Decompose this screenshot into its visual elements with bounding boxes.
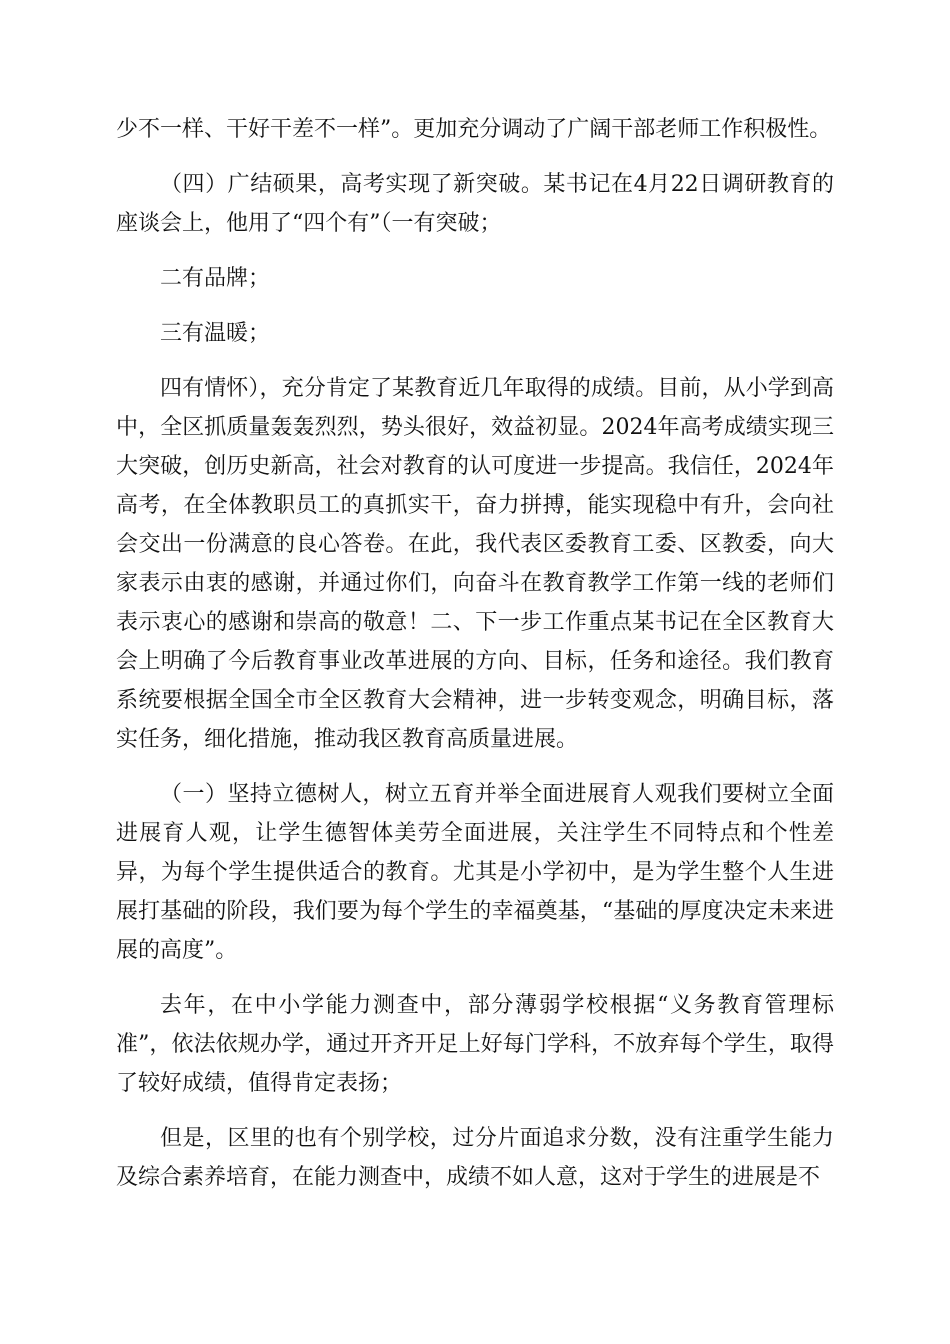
- paragraph-brand: 二有品牌；: [160, 266, 271, 291]
- paragraph-ability-test: 去年，在中小学能力测查中，部分薄弱学校根据“义务教育管理标准”，依法依规办学，通过开齐开足上好每门学科，不放弃每个学生，取得了较好成绩，值得肯定表扬；: [116, 993, 834, 1096]
- document-body: [116, 110, 834, 1213]
- paragraph-warmth: 三有温暖；: [160, 321, 271, 346]
- paragraph-continuation: 少不一样、干好干差不一样”。更加充分调动了广阔干部老师工作积极性。: [116, 117, 832, 142]
- paragraph-gaokao-breakthrough: （四）广结硕果，高考实现了新突破。某书记在4月22日调研教育的座谈会上，他用了“四个有”（一有突破；: [116, 172, 834, 236]
- paragraph-moral-education: （一）坚持立德树人，树立五育并举全面进展育人观我们要树立全面进展育人观，让学生德智体美劳全面进展，关注学生不同特点和个性差异，为每个学生提供适合的教育。尤其是小学初中，是为学生整个人生进展打基础的阶段，我们要为每个学生的幸福奠基，“基础的厚度决定未来进展的高度”。: [116, 782, 834, 963]
- paragraph-achievements: 四有情怀），充分肯定了某教育近几年取得的成绩。目前，从小学到高中，全区抓质量轰轰烈烈，势头很好，效益初显。2024年高考成绩实现三大突破，创历史新高，社会对教育的认可度进一步提高。我信任，2024年高考，在全体教职员工的真抓实干，奋力拼搏，能实现稳中有升，会向社会交出一份满意的良心答卷。在此，我代表区委教育工委、区教委，向大家表示由衷的感谢，并通过你们，向奋斗在教育教学工作第一线的老师们表示衷心的感谢和崇高的敬意！二、下一步工作重点某书记在全区教育大会上明确了今后教育事业改革进展的方向、目标，任务和途径。我们教育系统要根据全国全市全区教育大会精神，进一步转变观念，明确目标，落实任务，细化措施，推动我区教育高质量进展。: [116, 376, 834, 752]
- paragraph-individual-schools: 但是，区里的也有个别学校，过分片面追求分数，没有注重学生能力及综合素养培育，在能力测查中，成绩不如人意，这对于学生的进展是不: [116, 1126, 834, 1190]
